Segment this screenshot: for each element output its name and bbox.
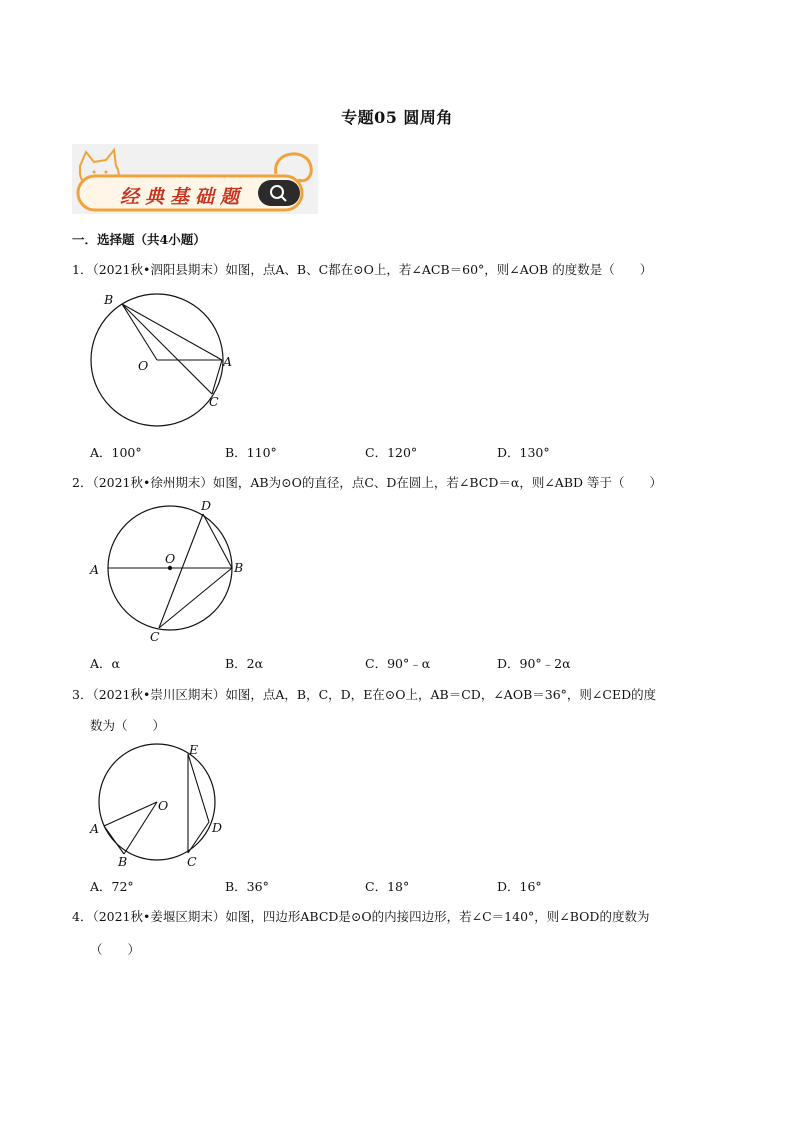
point-label-a: A <box>223 354 233 369</box>
option-b[interactable]: B．36° <box>225 879 269 894</box>
option-c[interactable]: C．18° <box>365 879 410 894</box>
point-label-d: D <box>201 498 212 513</box>
option-a[interactable]: A．100° <box>90 445 142 460</box>
point-label-b: B <box>234 560 244 575</box>
point-label-d: D <box>212 820 223 835</box>
option-c[interactable]: C．120° <box>365 445 418 460</box>
option-d[interactable]: D．16° <box>497 879 542 894</box>
option-b[interactable]: B．2α <box>225 656 264 671</box>
question-4-continued: （ ） <box>90 942 141 957</box>
segment-cb <box>159 568 232 628</box>
segment-bo <box>122 304 157 360</box>
option-c[interactable]: C．90°﹣α <box>365 656 431 671</box>
segment-dc <box>188 822 209 853</box>
segment-db <box>203 514 232 568</box>
point-label-e: E <box>189 742 199 757</box>
option-d[interactable]: D．90°﹣2α <box>497 656 571 671</box>
question-3 <box>72 686 656 704</box>
point-label-a: A <box>90 821 100 836</box>
figure-3 <box>88 740 238 870</box>
segment-ed <box>188 754 209 822</box>
option-a[interactable]: A．72° <box>90 879 134 894</box>
page-title: 专题05 圆周角 <box>341 108 453 127</box>
question-number: 4． <box>72 909 93 924</box>
option-a[interactable]: A．α <box>90 656 120 671</box>
question-number: 3． <box>72 687 93 702</box>
question-number: 2． <box>72 475 93 490</box>
section-heading: 一．选择题（共4小题） <box>72 232 206 247</box>
option-d[interactable]: D．130° <box>497 445 550 460</box>
question-number: 1． <box>72 262 93 277</box>
question-3-continued: 数为（ ） <box>90 718 166 733</box>
question-2 <box>72 474 662 492</box>
point-label-o: O <box>158 798 169 813</box>
point-label-c: C <box>209 394 219 409</box>
point-label-c: C <box>150 629 160 644</box>
segment-bc <box>122 304 212 394</box>
question-1 <box>72 261 652 279</box>
question-text: （2021秋•姜堰区期末）如图，四边形ABCD是⊙O的内接四边形，若∠C＝140°，则∠BOD的度数为 <box>92 909 650 924</box>
search-badge <box>258 180 300 206</box>
banner <box>72 144 318 214</box>
point-label-o: O <box>138 358 149 373</box>
figure-1 <box>80 288 250 434</box>
question-text: （2021秋•泗阳县期末）如图，点A、B、C都在⊙O上，若∠ACB＝60°，则∠AOB 的度数是（ ） <box>92 262 653 277</box>
point-label-a: A <box>90 562 100 577</box>
center-dot <box>168 566 172 570</box>
banner-label: 经典基础题 <box>120 186 246 208</box>
option-b[interactable]: B．110° <box>225 445 277 460</box>
question-4 <box>72 908 649 926</box>
point-label-c: C <box>187 854 197 869</box>
question-text: （2021秋•徐州期末）如图，AB为⊙O的直径，点C、D在圆上，若∠BCD＝α，则∠ABD 等于（ ） <box>92 475 663 490</box>
segment-ba <box>122 304 222 360</box>
point-label-o: O <box>165 551 176 566</box>
point-label-b: B <box>118 854 128 869</box>
question-text: （2021秋•崇川区期末）如图，点A，B，C，D，E在⊙O上，AB＝CD，∠AOB＝36°，则∠CED的度 <box>92 687 657 702</box>
figure-2 <box>86 495 256 645</box>
point-label-b: B <box>104 292 114 307</box>
segment-dc <box>159 514 203 628</box>
segment-ab <box>104 826 124 854</box>
